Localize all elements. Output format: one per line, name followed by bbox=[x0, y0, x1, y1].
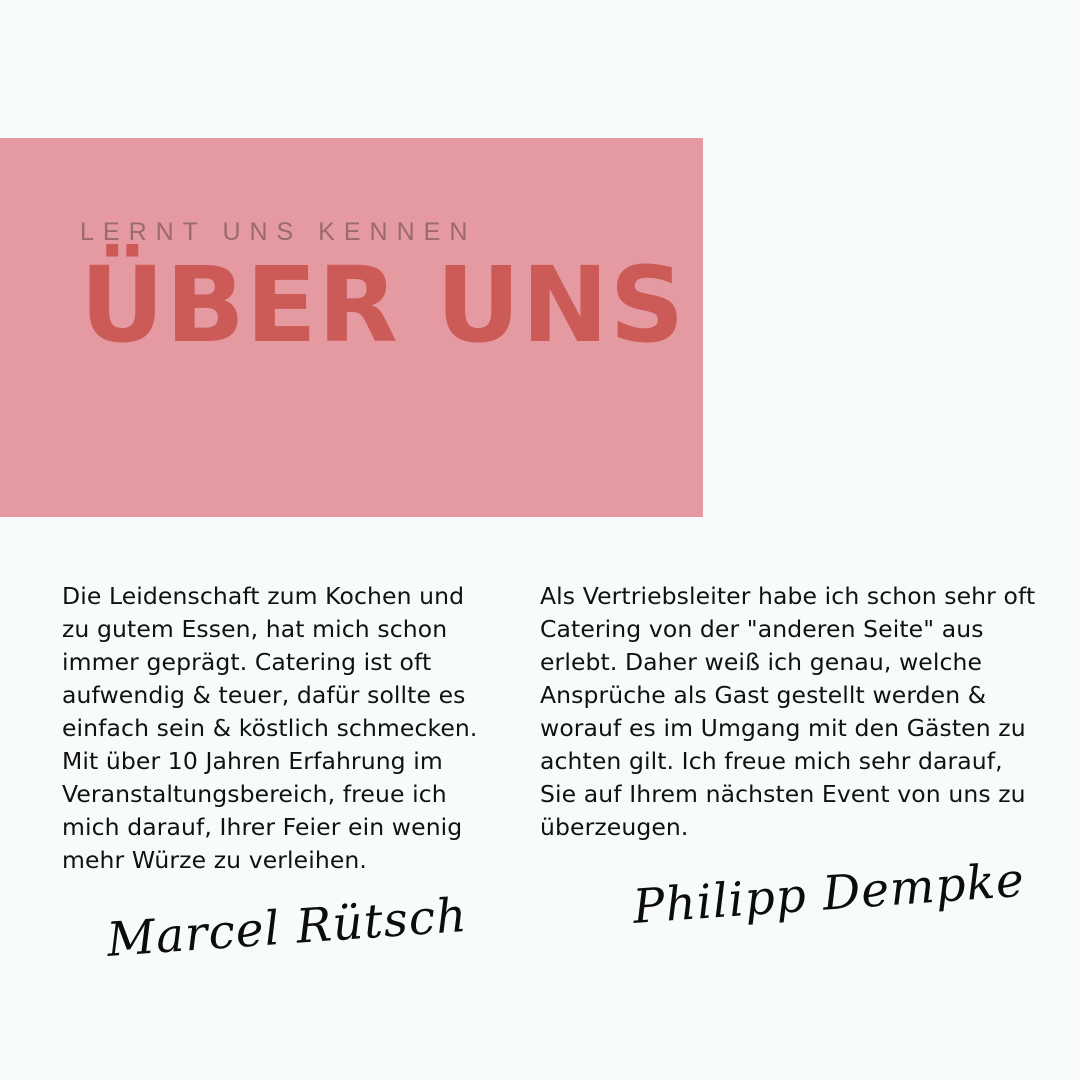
bio-text: Als Vertriebsleiter habe ich schon sehr oft Catering von der "anderen Seite" aus erlebt. Daher weiß ich genau, welche Ansprüche als Gast gestellt werden & worauf es im Umgang mit den Gästen zu achten gilt. Ich freue mich sehr darauf, Sie auf Ihrem nächsten Event von uns zu überzeugen. bbox=[540, 582, 1036, 841]
bio-column-marcel bbox=[0, 580, 540, 968]
header-banner bbox=[0, 138, 703, 517]
signature-philipp: Philipp Dempke bbox=[631, 852, 1027, 935]
signature-marcel: Marcel Rütsch bbox=[105, 887, 470, 968]
bio-columns bbox=[0, 580, 1080, 968]
bio-text: Die Leidenschaft zum Kochen und zu gutem Essen, hat mich schon immer geprägt. Catering ist oft aufwendig & teuer, dafür sollte es einfach sein & köstlich schmecken. Mit über 10 Jahren Erfahrung im Veranstaltungsbereich, freue ich mich darauf, Ihrer Feier ein wenig mehr Würze zu verleihen. bbox=[62, 582, 478, 874]
page-title: ÜBER UNS bbox=[80, 244, 686, 366]
signature-wrap bbox=[540, 844, 1040, 935]
bio-column-philipp bbox=[540, 580, 1080, 968]
bio-column-inner bbox=[540, 580, 1040, 935]
header-banner-content bbox=[80, 218, 686, 366]
eyebrow-text: LERNT UNS KENNEN bbox=[80, 218, 477, 246]
signature-wrap bbox=[62, 877, 480, 968]
bio-column-inner bbox=[62, 580, 480, 968]
